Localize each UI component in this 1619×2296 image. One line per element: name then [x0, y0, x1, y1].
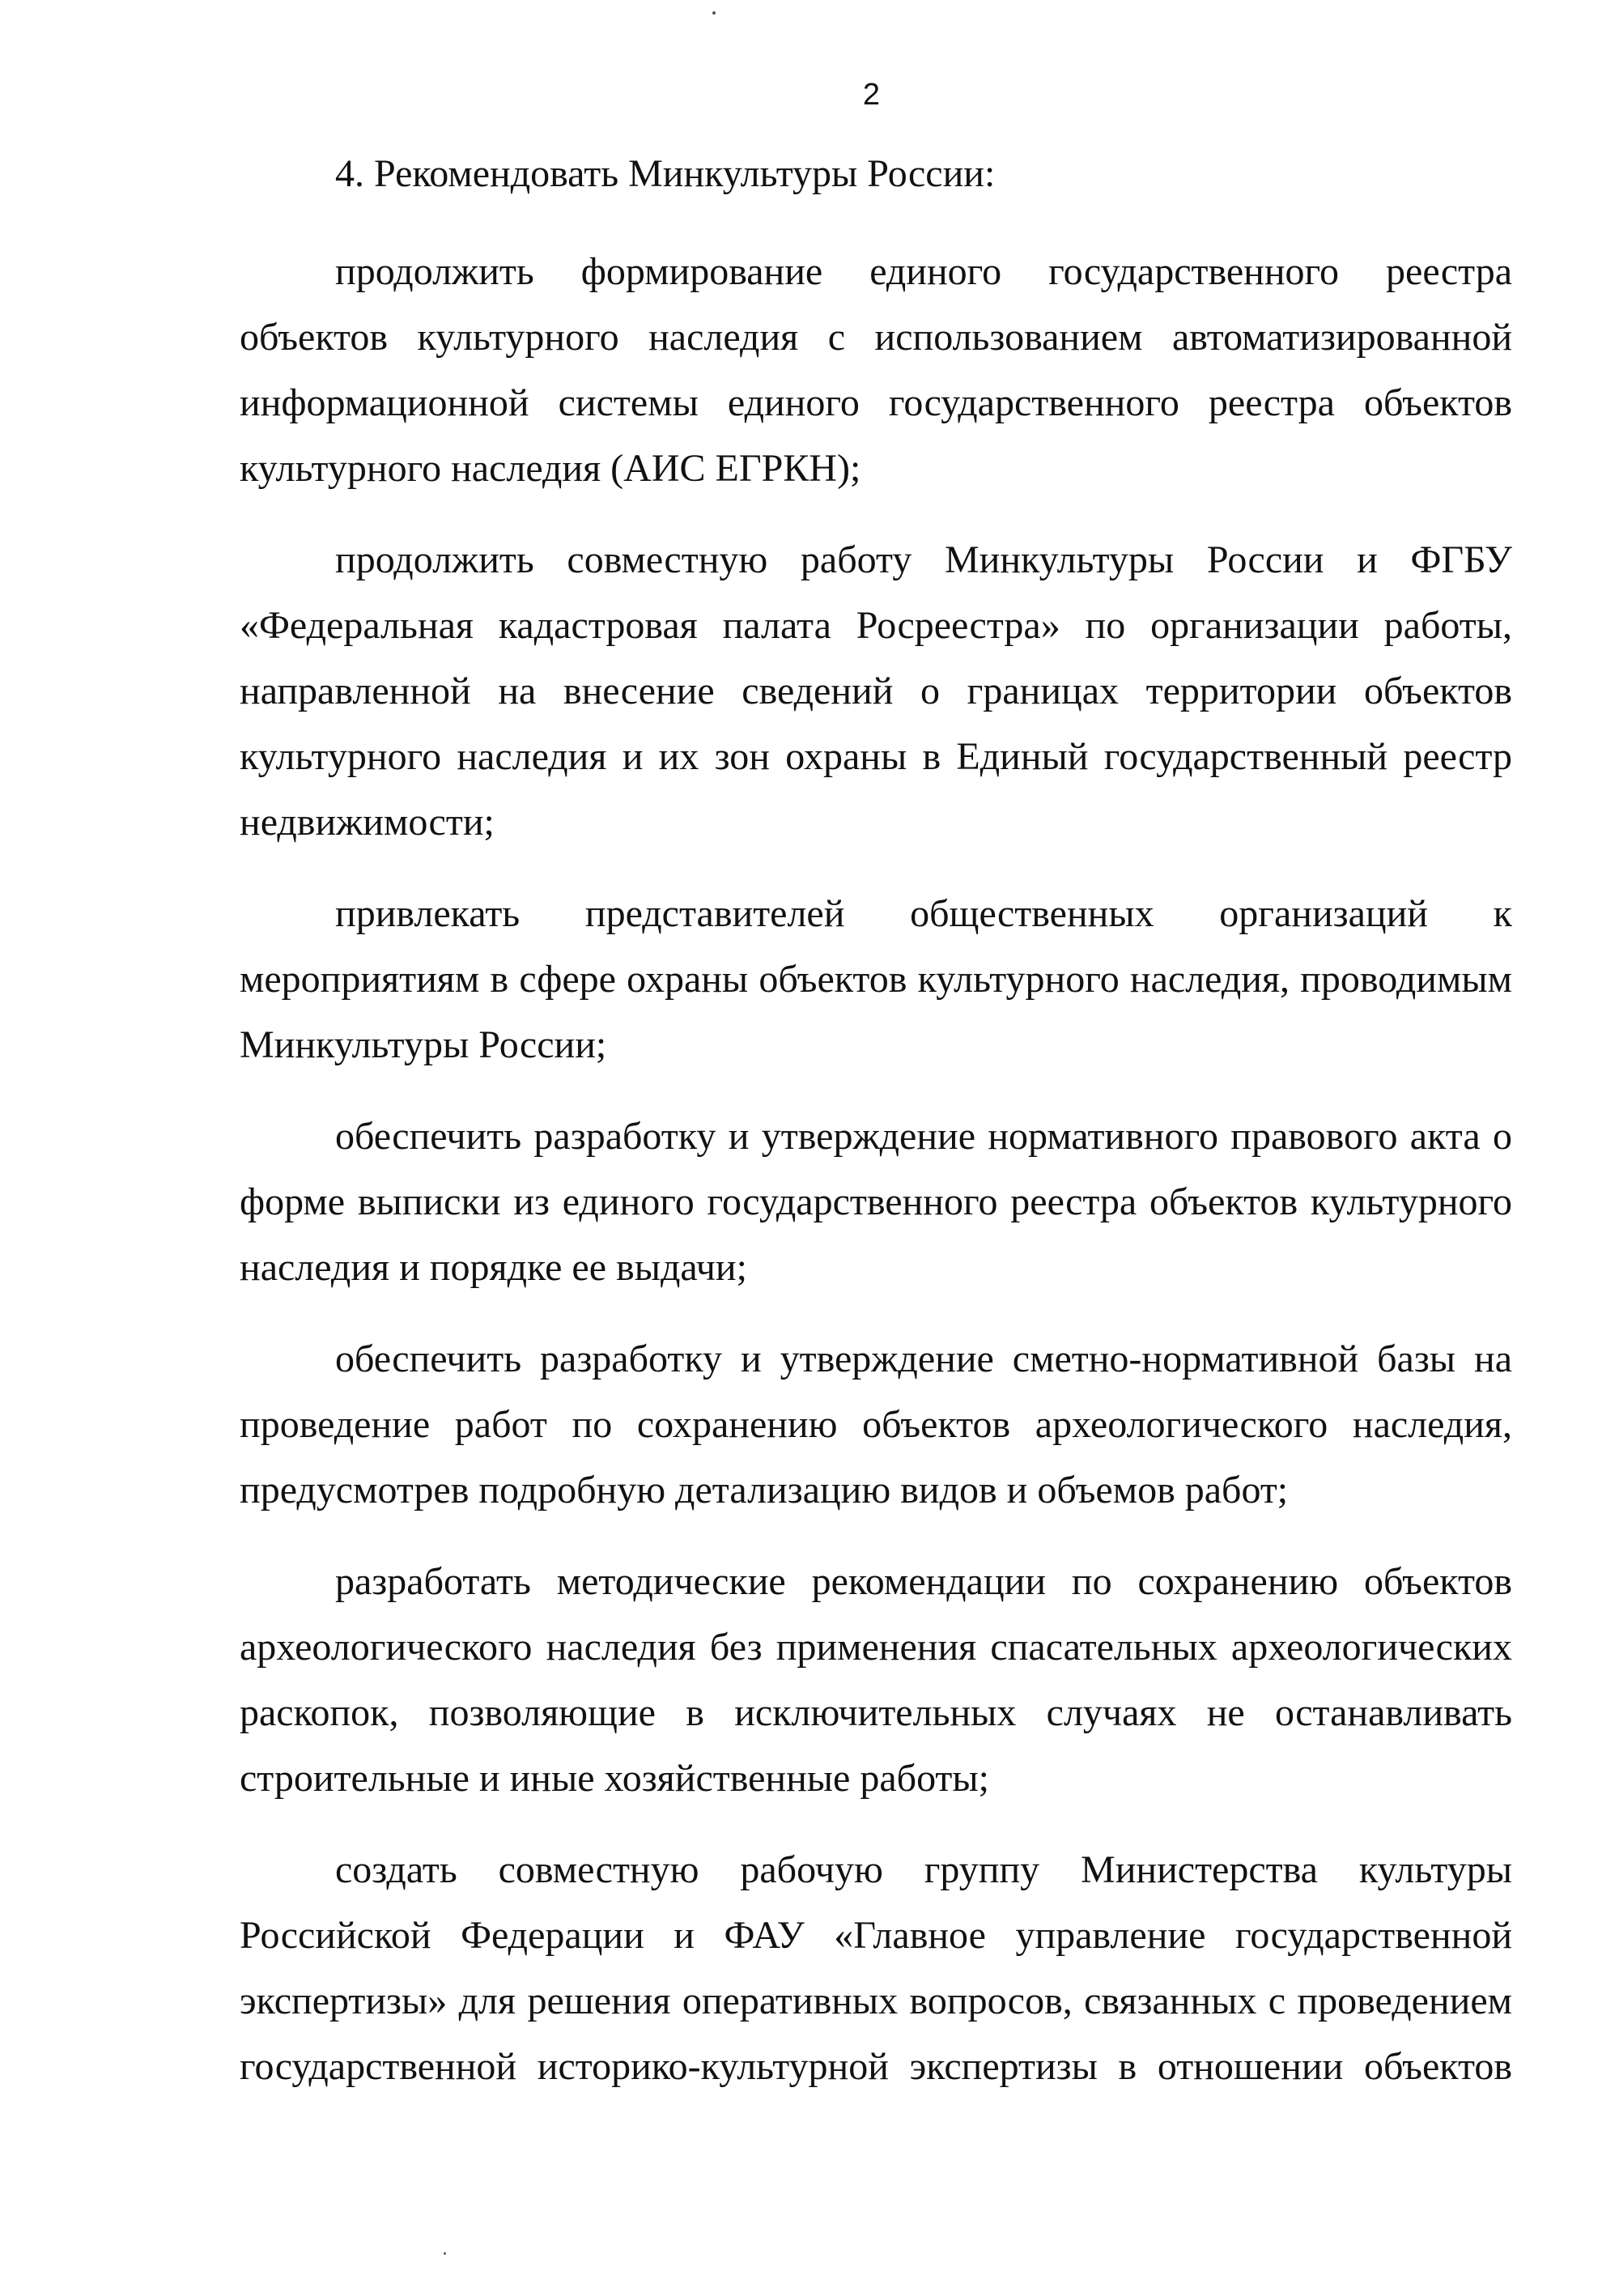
paragraph-public-organizations: привлекать представителей общественных организаций к мероприятиям в сфере охраны объектов культурного наследия, проводимым Минкультуры России;	[240, 892, 1512, 1066]
paragraph-estimate-base: обеспечить разработку и утверждение сметно-нормативной базы на проведение работ по сохранению объектов археологического наследия, предусмотрев подробную детализацию видов и объемов работ;	[240, 1337, 1512, 1512]
scan-speck	[712, 11, 716, 15]
section-heading: 4. Рекомендовать Минкультуры России:	[335, 152, 996, 195]
scan-speck	[444, 2252, 446, 2255]
page-number: 2	[862, 78, 881, 112]
body-text	[240, 239, 1512, 2099]
paragraph-egrkn-register: продолжить формирование единого государственного реестра объектов культурного наследия с использованием автоматизированной информационной системы единого государственного реестра объектов культурного наследия (АИС ЕГРКН);	[240, 250, 1512, 490]
paragraph-methodical-recommendations: разработать методические рекомендации по сохранению объектов археологического наследия без применения спасательных археологических раскопок, позволяющие в исключительных случаях не останавливать строительные и иные хозяйственные работы;	[240, 1560, 1512, 1800]
paragraph-working-group: создать совместную рабочую группу Министерства культуры Российской Федерации и ФАУ «Главное управление государственной экспертизы» для решения оперативных вопросов, связанных с проведением государственной историко-культурной экспертизы в отношении объектов	[240, 1848, 1512, 2088]
paragraph-cadastral-chamber: продолжить совместную работу Минкультуры России и ФГБУ «Федеральная кадастровая палата Росреестра» по организации работы, направленной на внесение сведений о границах территории объектов культурного наследия и их зон охраны в Единый государственный реестр недвижимости;	[240, 538, 1512, 844]
paragraph-register-extract: обеспечить разработку и утверждение нормативного правового акта о форме выписки из единого государственного реестра объектов культурного наследия и порядке ее выдачи;	[240, 1115, 1512, 1289]
